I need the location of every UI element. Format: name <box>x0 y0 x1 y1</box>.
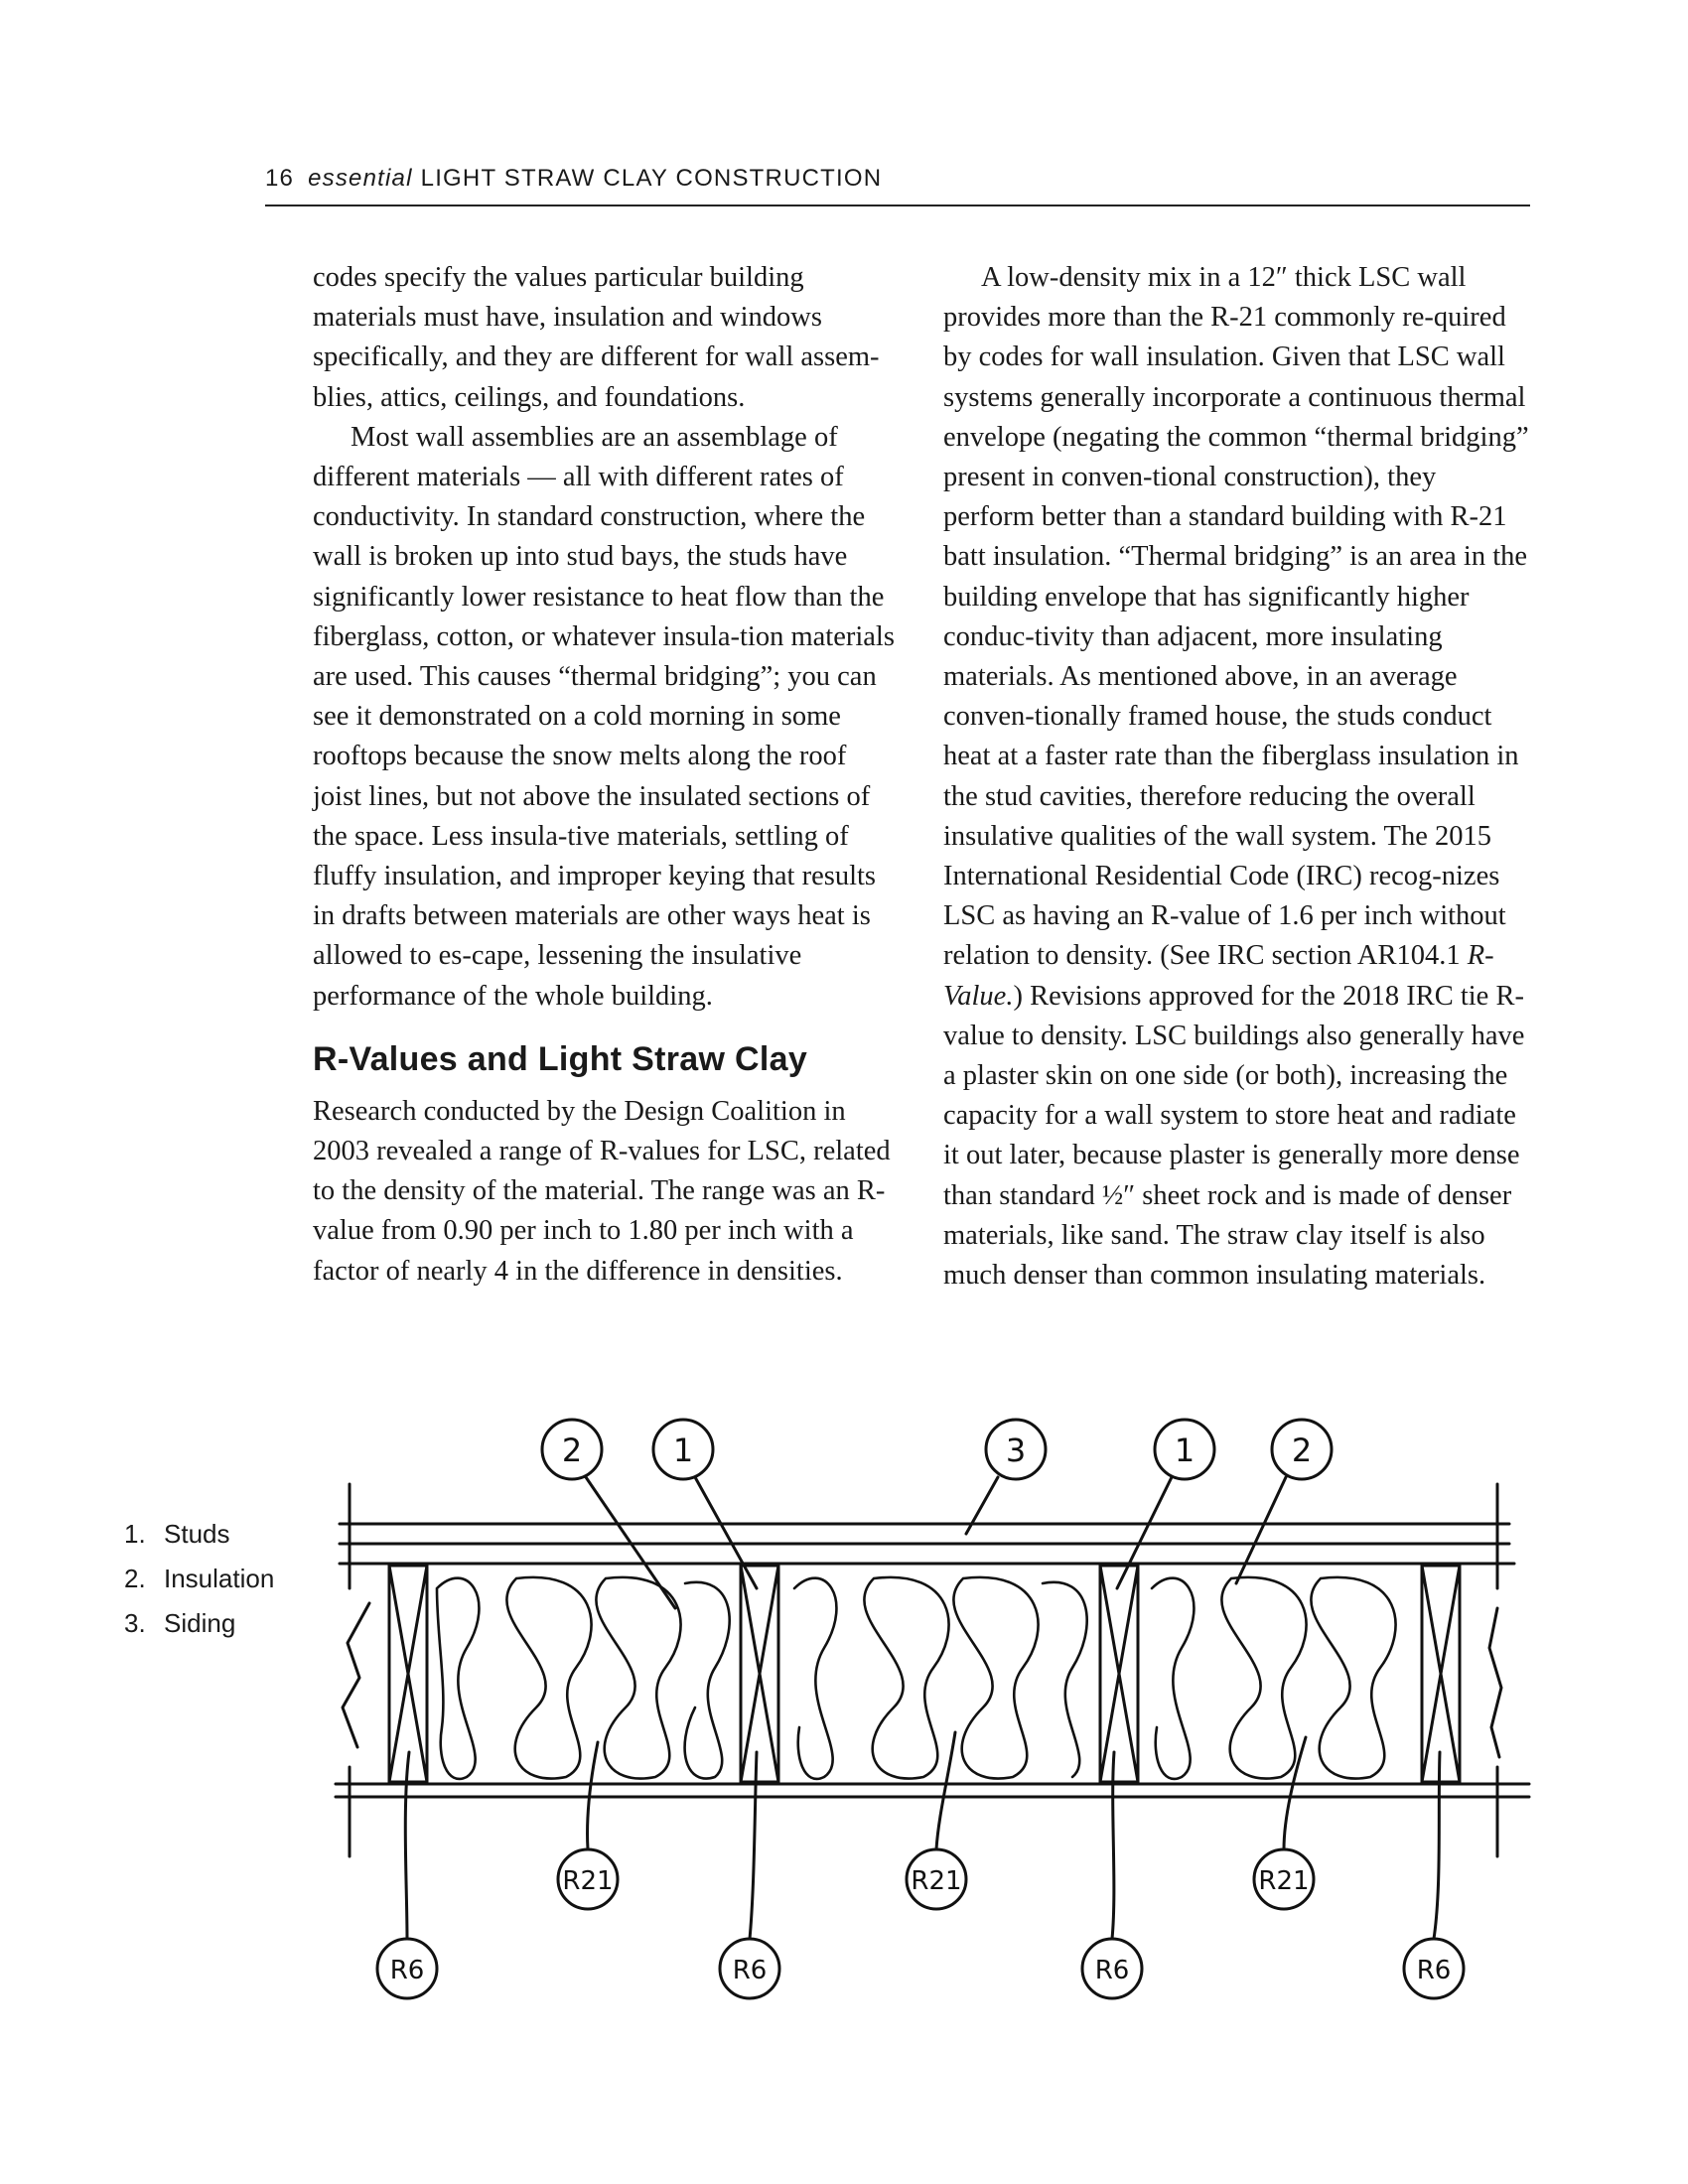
callout-label: 2 <box>561 1432 583 1469</box>
stud <box>389 1566 427 1782</box>
legend-item <box>124 1557 274 1601</box>
callout-label: 2 <box>1291 1432 1313 1469</box>
paragraph: Research conducted by the Design Coalition in 2003 revealed a range of R-values for LSC, related to the density of the material. The range was an R-value from 0.90 per inch to 1.80 per inch with a factor of nearly 4 in the difference in densities. <box>313 1095 891 1287</box>
figure-legend <box>124 1512 274 1646</box>
book-title-italic: essential <box>308 165 413 192</box>
r21-callout <box>558 1742 618 1909</box>
break-mark-right <box>1489 1608 1501 1757</box>
legend-number: 3. <box>124 1608 146 1638</box>
right-column <box>943 258 1529 1296</box>
callout-label: R21 <box>1258 1866 1310 1896</box>
callout-label: R21 <box>911 1866 962 1896</box>
callout-label: 1 <box>672 1432 694 1469</box>
legend-item <box>124 1512 274 1557</box>
callout-2 <box>542 1420 675 1608</box>
callout-label: R6 <box>389 1956 425 1985</box>
r6-callout <box>720 1752 779 1998</box>
r6-callout <box>377 1752 437 1998</box>
paragraph: codes specify the values particular building materials must have, insulation and windows specifically, and they are different for wall assem-blies, attics, ceilings, and foundations. <box>313 262 880 413</box>
callout-label: R6 <box>1416 1956 1452 1985</box>
break-mark-left <box>343 1603 369 1747</box>
batt-insulation <box>437 1577 1396 1779</box>
callout-label: R6 <box>732 1956 768 1985</box>
siding-lines <box>340 1484 1514 1588</box>
paragraph-text: ) Revisions approved for the 2018 IRC tie R-value to density. LSC buildings also generally have a plaster skin on one side (or both), increasing the capacity for a wall system to store heat and radiate it out later, because plaster is generally more dense than standard ½″ sheet rock and is made of denser materials, like sand. The straw clay itself is also much denser than common insulating materials. <box>943 980 1525 1292</box>
italic-term: R-Value. <box>943 940 1494 1012</box>
paragraph: Most wall assemblies are an assemblage of different materials — all with different rates of conductivity. In standard construction, where the wall is broken up into stud bays, the studs have significantly lower resistance to heat flow than the fiberglass, cotton, or whatever insula-tion materials are used. This causes “thermal bridging”; you can see it demonstrated on a cold morning in some rooftops because the snow melts along the roof joist lines, but not above the insulated sections of the space. Less insula-tive materials, settling of fluffy insulation, and improper keying that results in drafts between materials are other ways heat is allowed to es-cape, lessening the insulative performance of the whole building. <box>313 421 895 1012</box>
legend-item <box>124 1601 274 1646</box>
callout-3 <box>966 1420 1046 1534</box>
left-column <box>313 258 899 1292</box>
r6-callout <box>1404 1752 1464 1998</box>
r21-callout <box>1254 1737 1314 1909</box>
section-heading: R-Values and Light Straw Clay <box>313 1039 808 1078</box>
stud <box>1422 1566 1460 1782</box>
book-title: LIGHT STRAW CLAY CONSTRUCTION <box>420 165 883 192</box>
legend-label: Studs <box>164 1519 230 1549</box>
wall-section-diagram <box>318 1410 1549 2005</box>
callout-2 <box>1236 1420 1332 1583</box>
page-number: 16 <box>265 165 295 192</box>
callout-label: R6 <box>1094 1956 1130 1985</box>
callout-label: R21 <box>562 1866 614 1896</box>
stud <box>741 1566 778 1782</box>
stud <box>1100 1566 1138 1782</box>
paragraph <box>943 258 1529 1296</box>
legend-number: 2. <box>124 1564 146 1593</box>
legend-label: Insulation <box>164 1564 275 1593</box>
callout-label: 1 <box>1174 1432 1196 1469</box>
callout-label: 3 <box>1005 1432 1027 1469</box>
legend-number: 1. <box>124 1519 146 1549</box>
paragraph-text: A low-density mix in a 12″ thick LSC wall provides more than the R-21 commonly re-quired by codes for wall insulation. Given that LSC wall systems generally incorporate a continuous thermal envelope (negating the common “thermal bridging” present in conven-tional construction), they perform better than a standard building with R-21 batt insulation. “Thermal bridging” is an area in the building envelope that has significantly higher conduc-tivity than adjacent, more insulating materials. As mentioned above, in an average conven-tionally framed house, the studs conduct heat at a faster rate than the fiberglass insulation in the stud cavities, therefore reducing the overall insulative qualities of the wall system. The 2015 International Residential Code (IRC) recog-nizes LSC as having an R-value of 1.6 per inch without relation to density. (See IRC section AR104.1 <box>943 262 1529 972</box>
r6-callout <box>1082 1752 1142 1998</box>
interior-wall-lines <box>336 1767 1529 1856</box>
legend-label: Siding <box>164 1608 236 1638</box>
running-header <box>265 165 1530 206</box>
